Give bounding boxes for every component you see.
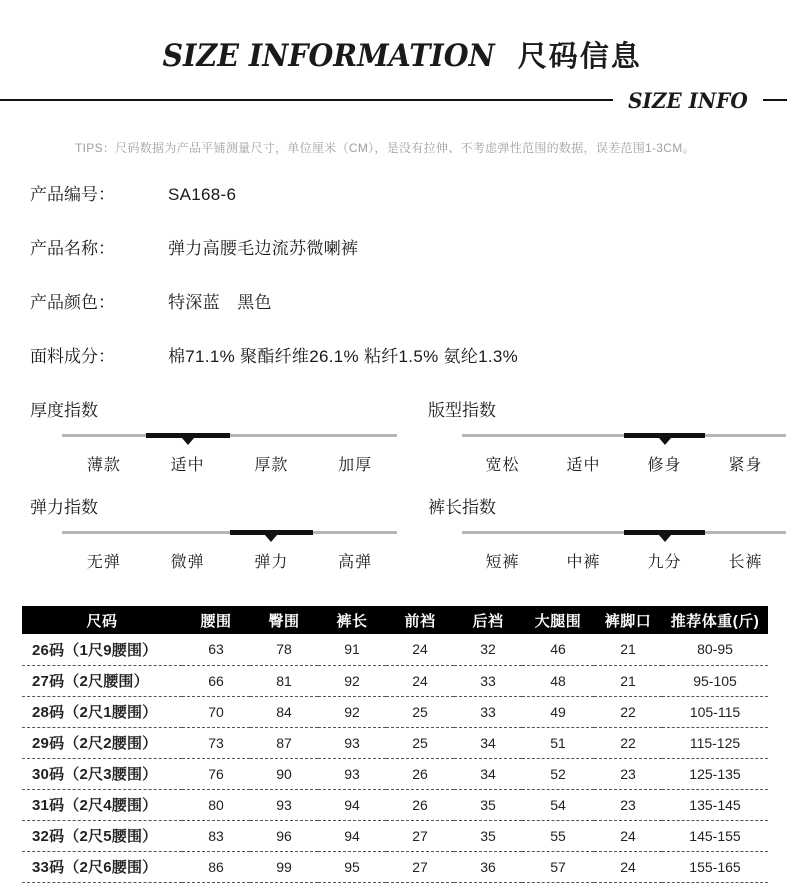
index-scale [62,529,397,572]
value-cell: 26 [386,789,454,820]
value-cell: 94 [318,789,386,820]
product-row-name [30,234,790,259]
scale-option-label: 高弹 [338,554,373,571]
table-header-cell: 大腿围 [522,606,594,634]
value-cell: 57 [522,851,594,882]
value-cell: 51 [522,727,594,758]
table-row [22,696,768,727]
value-cell: 78 [250,634,318,665]
product-value: 特深蓝 黑色 [168,293,272,312]
scale-option-label: 弹力 [254,554,289,571]
value-cell: 36 [454,851,522,882]
value-cell: 48 [522,665,594,696]
value-cell: 35 [454,820,522,851]
value-cell: 27 [386,820,454,851]
scale-line [62,432,397,445]
value-cell: 81 [250,665,318,696]
value-cell: 22 [594,696,662,727]
value-cell: 24 [594,851,662,882]
value-cell: 21 [594,634,662,665]
value-cell: 46 [522,634,594,665]
value-cell: 93 [318,727,386,758]
value-cell: 34 [454,727,522,758]
scale-track [62,434,397,437]
value-cell: 105-115 [662,696,768,727]
value-cell: 21 [594,665,662,696]
value-cell: 86 [182,851,250,882]
size-label-cell: 29码（2尺2腰围） [22,727,182,758]
value-cell: 84 [250,696,318,727]
size-label-cell: 32码（2尺5腰围） [22,820,182,851]
value-cell: 91 [318,634,386,665]
scale-option-label: 短裤 [485,554,520,571]
scale-labels [62,452,397,475]
scale-marker-icon [659,535,671,542]
size-label-cell: 33码（2尺6腰围） [22,851,182,882]
index-title: 厚度指数 [30,401,98,420]
value-cell: 22 [594,727,662,758]
product-row-color [30,288,790,313]
scale-option-label: 加厚 [338,457,373,474]
table-header-cell: 尺码 [22,606,182,634]
value-cell: 33 [454,665,522,696]
product-label: 产品编号： [30,185,115,204]
value-cell: 70 [182,696,250,727]
size-info-side-label: SIZE INFO [628,87,748,113]
value-cell: 27 [386,851,454,882]
table-header-cell: 腰围 [182,606,250,634]
tips-text: TIPS：尺码数据为产品平铺测量尺寸，单位厘米（CM），是没有拉伸、不考虑弹性范围的数据，误差范围1-3CM。 [75,141,695,155]
index-scale [462,529,786,572]
value-cell: 24 [594,820,662,851]
value-cell: 90 [250,758,318,789]
value-cell: 135-145 [662,789,768,820]
value-cell: 155-165 [662,851,768,882]
size-label-cell: 28码（2尺1腰围） [22,696,182,727]
scale-line [62,529,397,542]
table-row [22,634,768,665]
scale-marker-icon [182,438,194,445]
scale-option-label: 修身 [647,457,682,474]
index-title: 裤长指数 [428,498,496,517]
scale-line [462,529,786,542]
value-cell: 145-155 [662,820,768,851]
table-header-cell: 臀围 [250,606,318,634]
table-header-cell: 前裆 [386,606,454,634]
scale-option-label: 薄款 [86,457,121,474]
product-row-fabric [30,342,790,367]
value-cell: 66 [182,665,250,696]
product-info-section [30,180,790,367]
divider-rule [0,87,790,113]
value-cell: 93 [250,789,318,820]
value-cell: 24 [386,634,454,665]
value-cell: 32 [454,634,522,665]
value-cell: 87 [250,727,318,758]
size-table [22,606,768,883]
size-label-cell: 27码（2尺腰围） [22,665,182,696]
table-header-cell: 推荐体重(斤) [662,606,768,634]
scale-option-label: 适中 [566,457,601,474]
value-cell: 99 [250,851,318,882]
value-cell: 83 [182,820,250,851]
scale-labels [462,549,786,572]
value-cell: 33 [454,696,522,727]
value-cell: 63 [182,634,250,665]
value-cell: 80 [182,789,250,820]
value-cell: 73 [182,727,250,758]
page-title-english: SIZE INFORMATION [162,38,495,74]
size-label-cell: 30码（2尺3腰围） [22,758,182,789]
product-value: 弹力高腰毛边流苏微喇裤 [168,239,359,258]
scale-line [462,432,786,445]
table-row [22,727,768,758]
index-title: 弹力指数 [30,498,98,517]
scale-marker-icon [659,438,671,445]
value-cell: 92 [318,665,386,696]
table-row [22,758,768,789]
value-cell: 95 [318,851,386,882]
size-label-cell: 26码（1尺9腰围） [22,634,182,665]
index-block [428,396,790,475]
table-header-cell: 裤脚口 [594,606,662,634]
index-scale [62,432,397,475]
scale-option-label: 长裤 [728,554,763,571]
value-cell: 25 [386,727,454,758]
value-cell: 54 [522,789,594,820]
product-label: 产品名称： [30,239,115,258]
product-row-code [30,180,790,205]
table-row [22,665,768,696]
table-header-cell: 后裆 [454,606,522,634]
value-cell: 25 [386,696,454,727]
value-cell: 23 [594,789,662,820]
divider-line [0,99,613,101]
scale-labels [462,452,786,475]
value-cell: 49 [522,696,594,727]
table-row [22,851,768,882]
index-block [428,493,790,572]
value-cell: 34 [454,758,522,789]
value-cell: 92 [318,696,386,727]
value-cell: 93 [318,758,386,789]
table-row [22,820,768,851]
divider-line-end [763,99,787,101]
scale-option-label: 厚款 [254,457,289,474]
value-cell: 115-125 [662,727,768,758]
scale-option-label: 适中 [170,457,205,474]
table-header-row [22,606,768,634]
index-title: 版型指数 [428,401,496,420]
scale-option-label: 宽松 [485,457,520,474]
product-label: 面料成分： [30,347,115,366]
table-row [22,789,768,820]
index-block [30,396,428,475]
value-cell: 96 [250,820,318,851]
value-cell: 94 [318,820,386,851]
value-cell: 80-95 [662,634,768,665]
size-label-cell: 31码（2尺4腰围） [22,789,182,820]
product-label: 产品颜色： [30,293,115,312]
value-cell: 23 [594,758,662,789]
scale-option-label: 中裤 [566,554,601,571]
value-cell: 76 [182,758,250,789]
value-cell: 125-135 [662,758,768,789]
index-block [30,493,428,572]
scale-option-label: 无弹 [86,554,121,571]
index-section [30,396,790,572]
value-cell: 52 [522,758,594,789]
product-value: SA168-6 [168,185,237,204]
page-title-chinese: 尺码信息 [517,41,642,73]
page-title [0,0,790,75]
table-header-cell: 裤长 [318,606,386,634]
scale-marker-icon [265,535,277,542]
product-value: 棉71.1% 聚酯纤维26.1% 粘纤1.5% 氨纶1.3% [168,347,519,366]
index-scale [462,432,786,475]
value-cell: 35 [454,789,522,820]
value-cell: 55 [522,820,594,851]
value-cell: 26 [386,758,454,789]
scale-option-label: 微弹 [170,554,205,571]
scale-labels [62,549,397,572]
value-cell: 24 [386,665,454,696]
value-cell: 95-105 [662,665,768,696]
scale-option-label: 紧身 [728,457,763,474]
scale-option-label: 九分 [647,554,682,571]
